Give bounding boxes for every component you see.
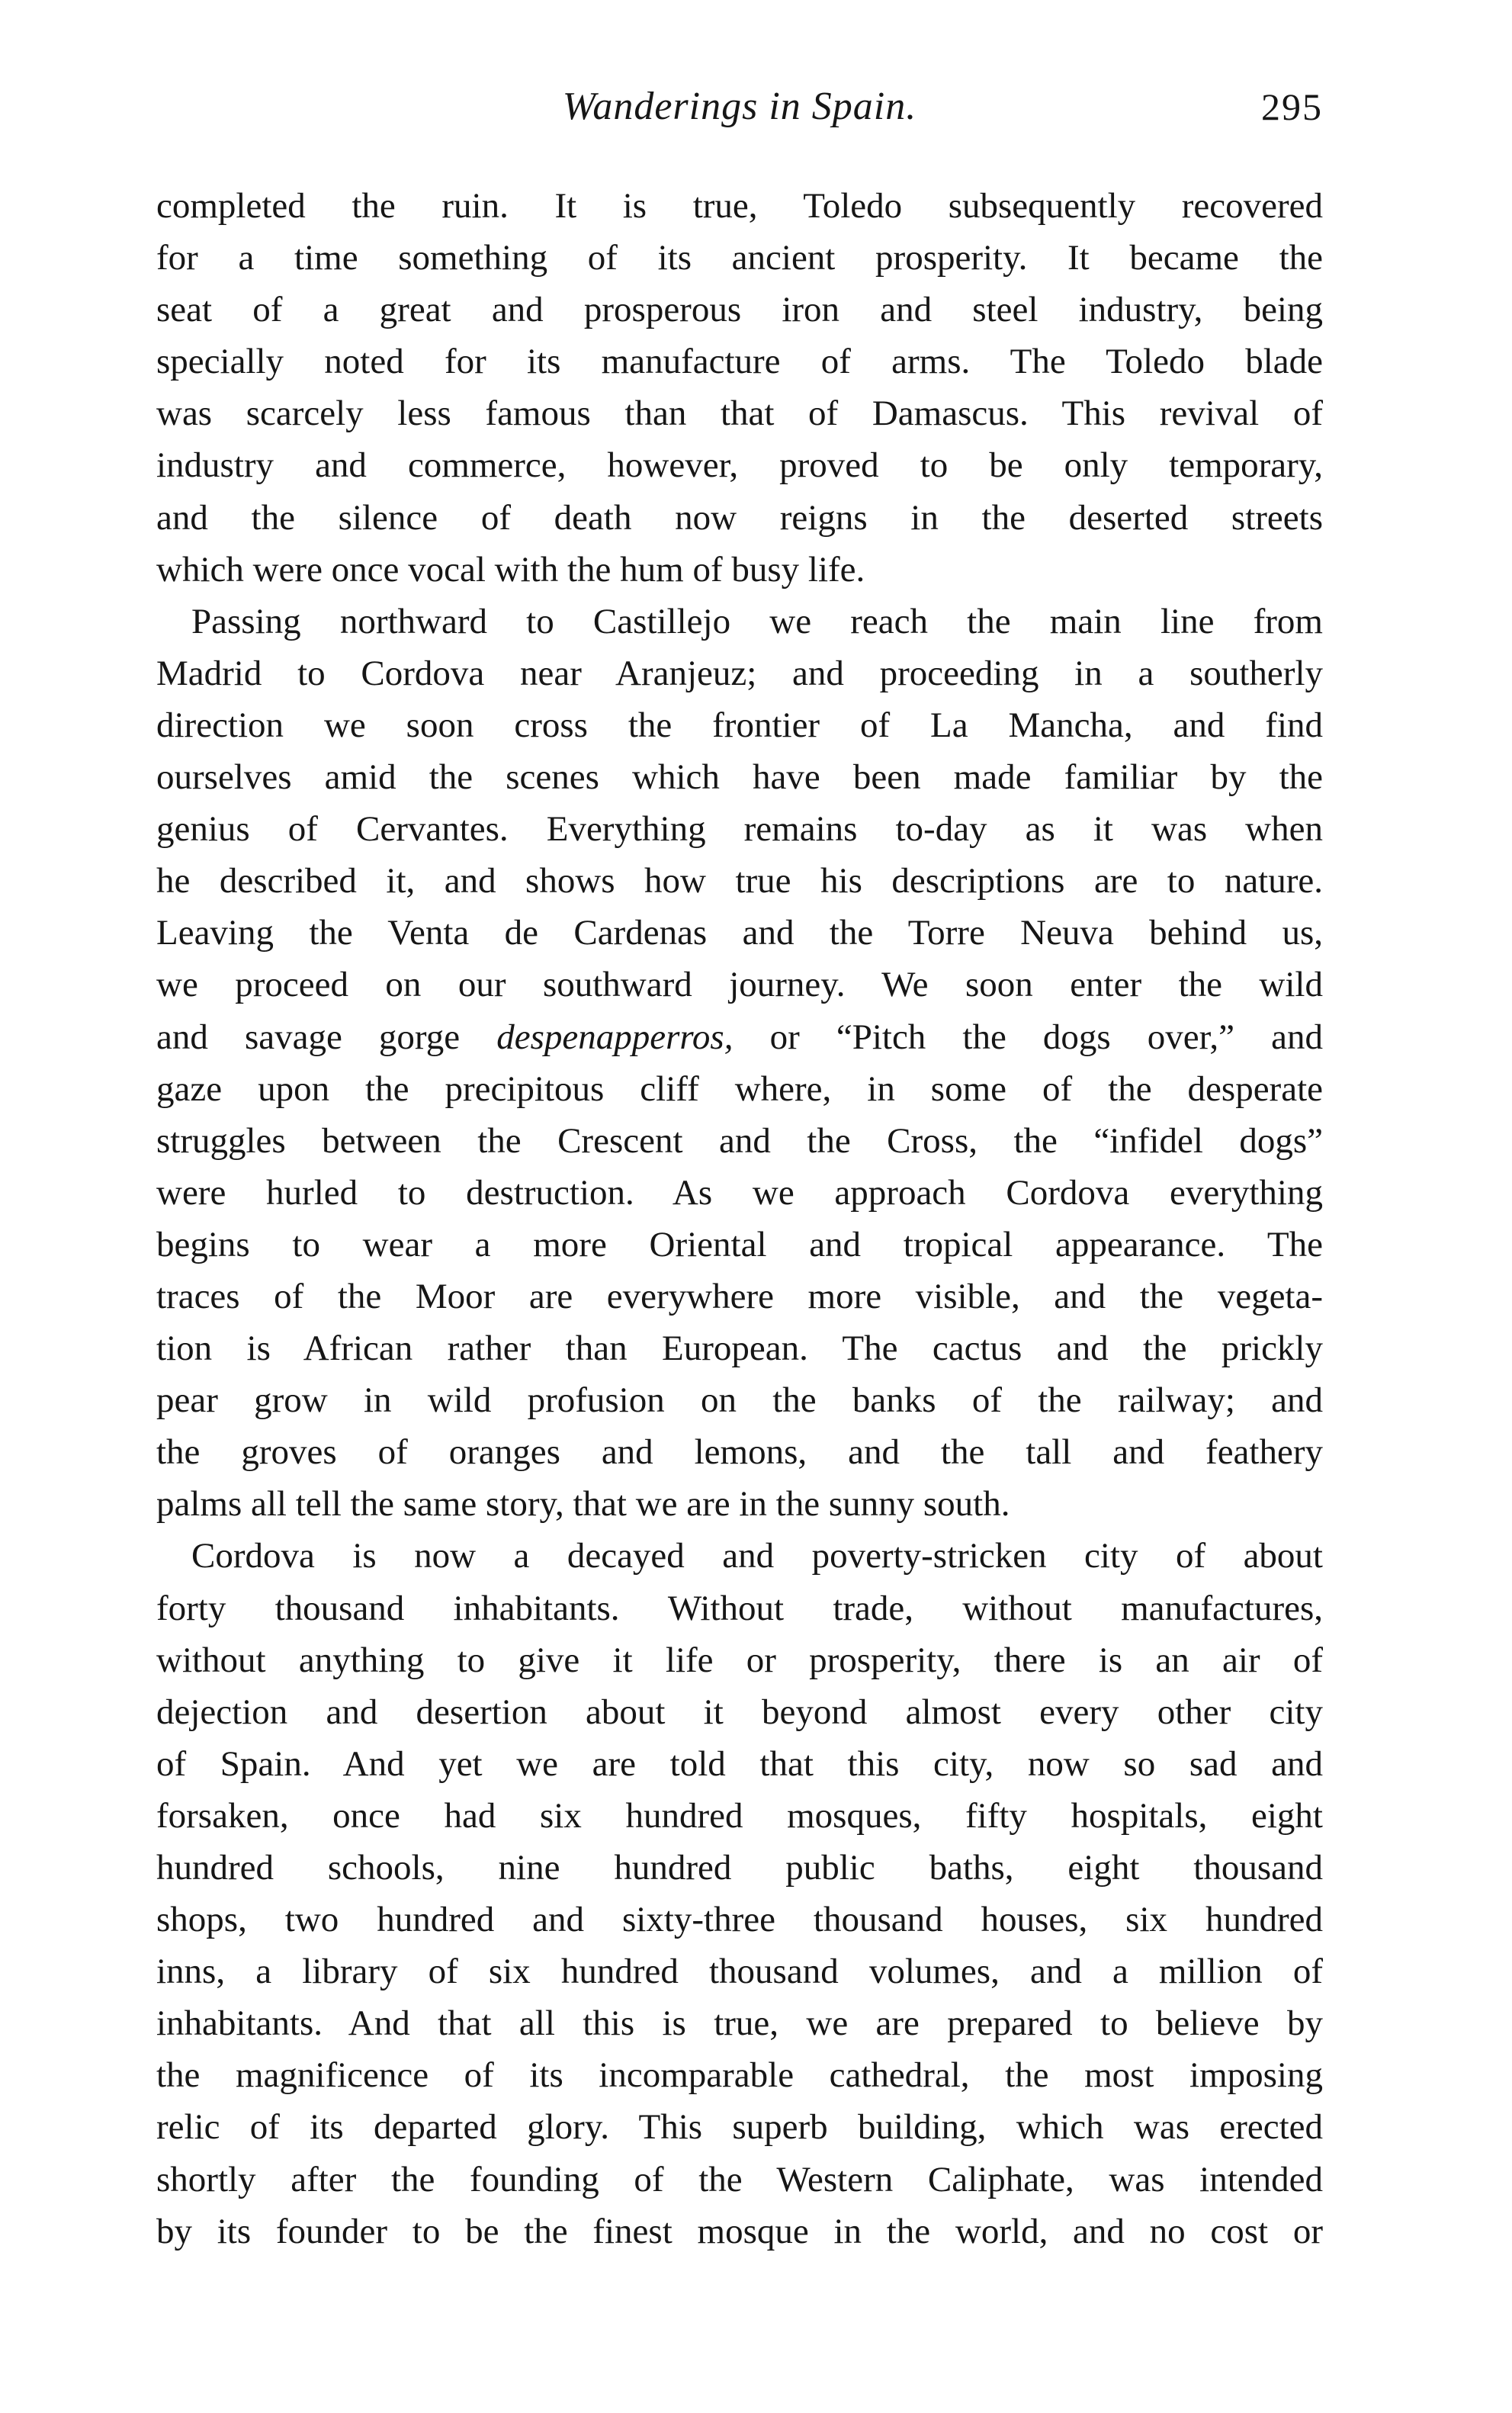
- text-line: Madrid to Cordova near Aranjeuz; and proceeding in a southerly: [156, 653, 1323, 693]
- text-line: he described it, and shows how true his descriptions are to nature.: [156, 861, 1323, 901]
- text-line: struggles between the Crescent and the Cross, the “infidel dogs”: [156, 1120, 1323, 1161]
- text-line: completed the ruin. It is true, Toledo subsequently recovered: [156, 186, 1323, 226]
- text-line: inhabitants. And that all this is true, we are prepared to believe by: [156, 2003, 1323, 2044]
- page-number: 295: [1261, 85, 1323, 128]
- text-line: the groves of oranges and lemons, and the tall and feathery: [156, 1432, 1323, 1473]
- text-line: for a time something of its ancient prosperity. It became the: [156, 238, 1323, 278]
- body-text: [156, 180, 1323, 2257]
- text-line: seat of a great and prosperous iron and steel industry, being: [156, 290, 1323, 330]
- text-segment: and savage gorge: [156, 1017, 461, 1057]
- text-line: the magnificence of its incomparable cathedral, the most imposing: [156, 2055, 1323, 2096]
- text-line: by its founder to be the finest mosque in the world, and no cost or: [156, 2211, 1323, 2251]
- text-line: specially noted for its manufacture of arms. The Toledo blade: [156, 342, 1323, 382]
- text-line: of Spain. And yet we are told that this city, now so sad and: [156, 1743, 1323, 1784]
- text-line: genius of Cervantes. Everything remains to-day as it was when: [156, 809, 1323, 850]
- text-line: pear grow in wild profusion on the banks of the railway; and: [156, 1380, 1323, 1421]
- paragraph-3: [156, 1530, 1323, 2257]
- text-line: without anything to give it life or prosperity, there is an air of: [156, 1640, 1323, 1680]
- text-line: Cordova is now a decayed and poverty-stricken city of about: [191, 1536, 1323, 1576]
- text-line: inns, a library of six hundred thousand volumes, and a million of: [156, 1952, 1323, 1992]
- text-line: Passing northward to Castillejo we reach the main line from: [191, 601, 1323, 641]
- paragraph-1: [156, 180, 1323, 596]
- text-line: shortly after the founding of the Western Caliphate, was intended: [156, 2159, 1323, 2199]
- text-line: direction we soon cross the frontier of La Mancha, and find: [156, 705, 1323, 745]
- text-line: gaze upon the precipitous cliff where, in some of the desperate: [156, 1068, 1323, 1109]
- text-line: was scarcely less famous than that of Damascus. This revival of: [156, 394, 1323, 434]
- text-line: traces of the Moor are everywhere more visible, and the vegeta-: [156, 1276, 1323, 1316]
- text-line: dejection and desertion about it beyond almost every other city: [156, 1692, 1323, 1732]
- running-head: [156, 76, 1323, 137]
- text-line: industry and commerce, however, proved to be only temporary,: [156, 445, 1323, 486]
- italic-term: despenapperros,: [496, 1017, 734, 1057]
- text-line: relic of its departed glory. This superb building, which was erected: [156, 2107, 1323, 2148]
- running-title: Wanderings in Spain.: [562, 85, 917, 128]
- text-line: tion is African rather than European. The cactus and the prickly: [156, 1329, 1323, 1369]
- text-line: were hurled to destruction. As we approach Cordova everything: [156, 1172, 1323, 1213]
- text-segment: or “Pitch the dogs over,” and: [769, 1017, 1324, 1057]
- text-line: hundred schools, nine hundred public baths, eight thousand: [156, 1848, 1323, 1888]
- text-line: which were once vocal with the hum of busy life.: [156, 549, 865, 590]
- paragraph-2: [156, 596, 1323, 1531]
- text-line: palms all tell the same story, that we are in the sunny south.: [156, 1484, 1010, 1525]
- text-line: Leaving the Venta de Cardenas and the Torre Neuva behind us,: [156, 913, 1323, 953]
- text-line: shops, two hundred and sixty-three thousand houses, six hundred: [156, 1900, 1323, 1940]
- text-line-with-italic: [156, 1011, 1323, 1063]
- text-line: forty thousand inhabitants. Without trade, without manufactures,: [156, 1588, 1323, 1628]
- text-line: and the silence of death now reigns in the deserted streets: [156, 497, 1323, 538]
- text-line: ourselves amid the scenes which have been made familiar by the: [156, 757, 1323, 798]
- text-line: forsaken, once had six hundred mosques, fifty hospitals, eight: [156, 1795, 1323, 1836]
- text-line: begins to wear a more Oriental and tropical appearance. The: [156, 1224, 1323, 1264]
- text-line: we proceed on our southward journey. We soon enter the wild: [156, 965, 1323, 1005]
